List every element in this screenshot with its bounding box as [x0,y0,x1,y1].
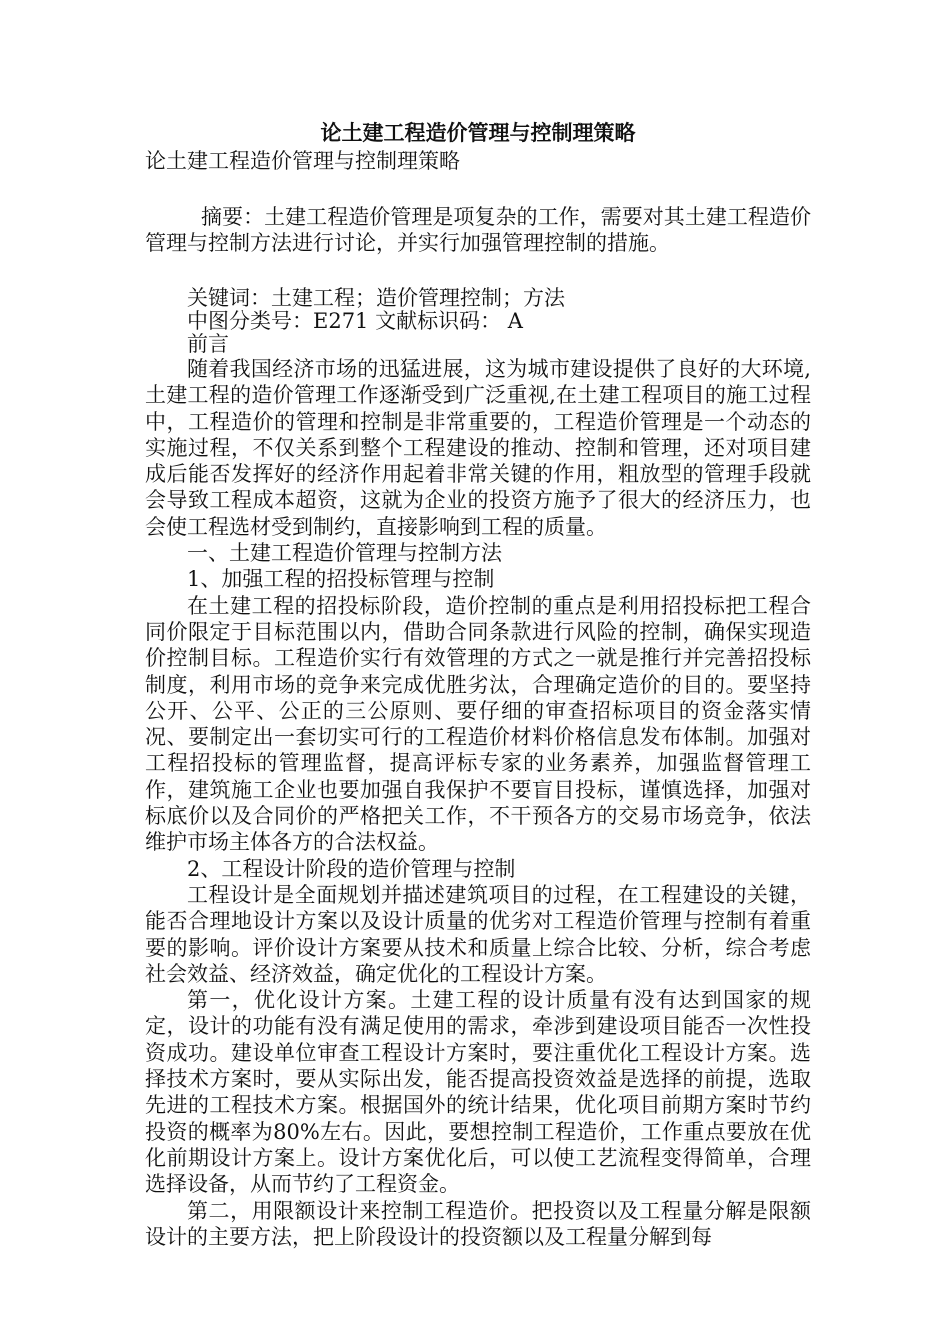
subsection-paragraph-1: 在土建工程的招投标阶段，造价控制的重点是利用招投标把工程合同价限定于目标范围以内，借助合同条款进行风险的控制，确保实现造价控制目标。工程造价实行有效管理的方式之一就是推行并完善招投标制度，利用市场的竞争来完成优胜劣汰，合理确定造价的目的。要坚持公开、公平、公正的三公原则、要仔细的审查招标项目的资金落实情况、要制定出一套切实可行的工程造价材料价格信息发布体制。加强对工程招投标的管理监督，提高评标专家的业务素养，加强监督管理工作，建筑施工企业也要加强自我保护不要盲目投标，谨慎选择，加强对标底价以及合同价的严格把关工作，不干预各方的交易市场竞争，依法维护市场主体各方的合法权益。 [145,593,811,855]
document-title: 论土建工程造价管理与控制理策略 [320,120,636,145]
preface-heading: 前言 [187,332,229,356]
preface-paragraph: 随着我国经济市场的迅猛进展，这为城市建设提供了良好的大环境,土建工程的造价管理工作逐渐受到广泛重视,在土建工程项目的施工过程中，工程造价的管理和控制是非常重要的，工程造价管理是一个动态的实施过程，不仅关系到整个工程建设的推动、控制和管理，还对项目建成后能否发挥好的经济作用起着非常关键的作用，粗放型的管理手段就会导致工程成本超资，这就为企业的投资方施予了很大的经济压力，也会使工程选材受到制约，直接影响到工程的质量。 [145,357,811,539]
spacer [145,258,811,285]
classification-line: 中图分类号：E271 文献标识码： A [187,309,523,333]
subsection-heading-1: 1、加强工程的招投标管理与控制 [187,567,495,592]
spacer [145,177,811,204]
abstract-paragraph: 摘要：土建工程造价管理是项复杂的工作，需要对其土建工程造价管理与控制方法进行讨论，并实行加强管理控制的措施。 [145,205,811,256]
section-heading: 一、土建工程造价管理与控制方法 [187,541,502,566]
first-point-paragraph: 第一，优化设计方案。土建工程的设计质量有没有达到国家的规定，设计的功能有没有满足使用的需求，牵涉到建设项目能否一次性投资成功。建设单位审查工程设计方案时，要注重优化工程设计方案。选择技术方案时，要从实际出发，能否提高投资效益是选择的前提，选取先进的工程技术方案。根据国外的统计结果，优化项目前期方案时节约投资的概率为80%左右。因此，要想控制工程造价，工作重点要放在优化前期设计方案上。设计方案优化后，可以使工艺流程变得简单，合理选择设备，从而节约了工程资金。 [145,988,811,1197]
keywords-line: 关键词：土建工程；造价管理控制；方法 [187,286,565,310]
second-point-paragraph: 第二，用限额设计来控制工程造价。把投资以及工程量分解是限额设计的主要方法，把上阶段设计的投资额以及工程量分解到每 [145,1198,811,1249]
document-page [145,118,811,1250]
subsection-heading-2: 2、工程设计阶段的造价管理与控制 [187,856,516,881]
document-subtitle: 论土建工程造价管理与控制理策略 [145,149,460,173]
subsection-paragraph-2: 工程设计是全面规划并描述建筑项目的过程，在工程建设的关键，能否合理地设计方案以及设计质量的优劣对工程造价管理与控制有着重要的影响。评价设计方案要从技术和质量上综合比较、分析，综合考虑社会效益、经济效益，确定优化的工程设计方案。 [145,882,811,986]
